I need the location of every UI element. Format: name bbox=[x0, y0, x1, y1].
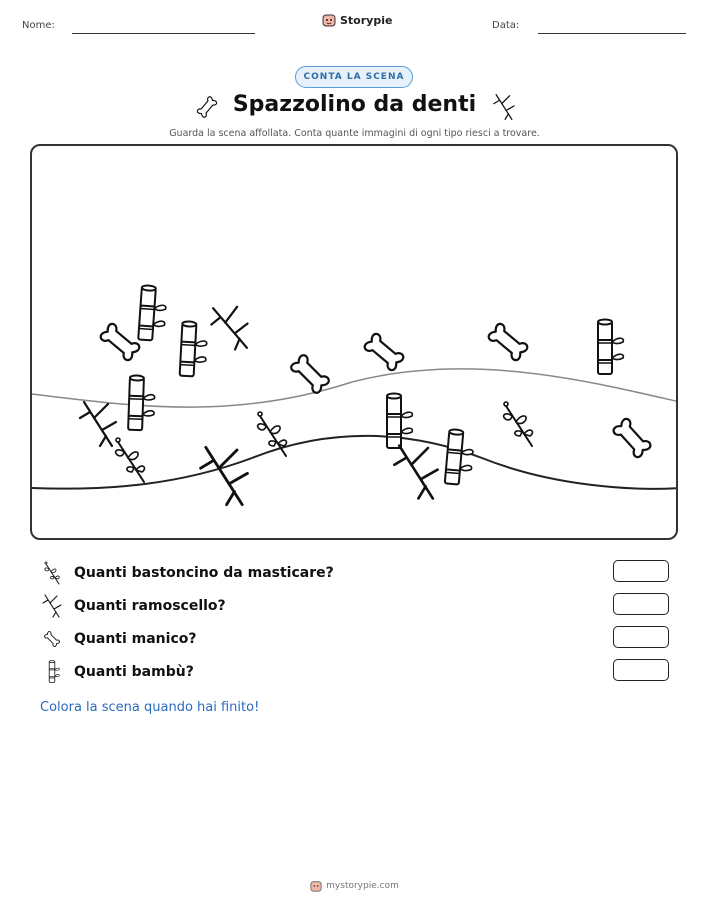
question-row bbox=[40, 561, 334, 585]
section-badge: CONTA LA SCENA bbox=[295, 66, 413, 88]
sprig-icon bbox=[504, 402, 533, 446]
twig-icon bbox=[489, 92, 519, 122]
scene-illustration bbox=[32, 146, 678, 540]
date-line[interactable] bbox=[538, 33, 686, 34]
bone-icon bbox=[290, 354, 331, 395]
question-row bbox=[40, 660, 194, 684]
bone-icon bbox=[487, 322, 529, 361]
storypie-logo-icon bbox=[310, 880, 322, 892]
bamboo-icon bbox=[138, 285, 167, 341]
sprig-icon bbox=[116, 438, 145, 482]
question-text: Quanti ramoscello? bbox=[74, 598, 226, 614]
answer-box[interactable] bbox=[613, 659, 669, 681]
page-title: Spazzolino da denti bbox=[232, 92, 477, 117]
date-label: Data: bbox=[492, 20, 520, 31]
question-row bbox=[40, 627, 197, 651]
bone-icon bbox=[99, 322, 141, 361]
bamboo-icon bbox=[598, 320, 623, 375]
answer-box[interactable] bbox=[613, 560, 669, 582]
hill-line-front bbox=[32, 436, 678, 489]
counting-scene[interactable] bbox=[30, 144, 678, 540]
twig-icon bbox=[80, 402, 116, 446]
twig-icon bbox=[201, 447, 248, 504]
footer-url[interactable]: mystorypie.com bbox=[326, 881, 399, 891]
bone-icon bbox=[363, 332, 405, 371]
name-line[interactable] bbox=[72, 33, 255, 34]
bamboo-icon bbox=[40, 660, 64, 684]
bone-icon bbox=[612, 417, 652, 458]
bamboo-icon bbox=[387, 394, 412, 449]
storypie-logo-icon bbox=[322, 13, 336, 27]
footer bbox=[0, 880, 709, 892]
question-text: Quanti bambù? bbox=[74, 664, 194, 680]
bamboo-icon bbox=[445, 429, 475, 486]
sprig-icon bbox=[40, 561, 64, 585]
brand bbox=[322, 13, 392, 27]
question-row bbox=[40, 594, 226, 618]
twig-icon bbox=[40, 594, 64, 618]
brand-name: Storypie bbox=[340, 13, 393, 27]
question-text: Quanti bastoncino da masticare? bbox=[74, 565, 334, 581]
bamboo-icon bbox=[180, 321, 208, 377]
answer-box[interactable] bbox=[613, 593, 669, 615]
bone-icon bbox=[40, 627, 64, 651]
question-text: Quanti manico? bbox=[74, 631, 197, 647]
coloring-note: Colora la scena quando hai finito! bbox=[40, 700, 260, 715]
twig-icon bbox=[394, 446, 437, 499]
sprig-icon bbox=[258, 412, 287, 456]
twig-icon bbox=[209, 304, 251, 353]
answer-box[interactable] bbox=[613, 626, 669, 648]
instructions: Guarda la scena affollata. Conta quante immagini di ogni tipo riesci a trovare. bbox=[169, 128, 540, 139]
name-label: Nome: bbox=[22, 20, 55, 31]
bamboo-icon bbox=[128, 375, 155, 430]
